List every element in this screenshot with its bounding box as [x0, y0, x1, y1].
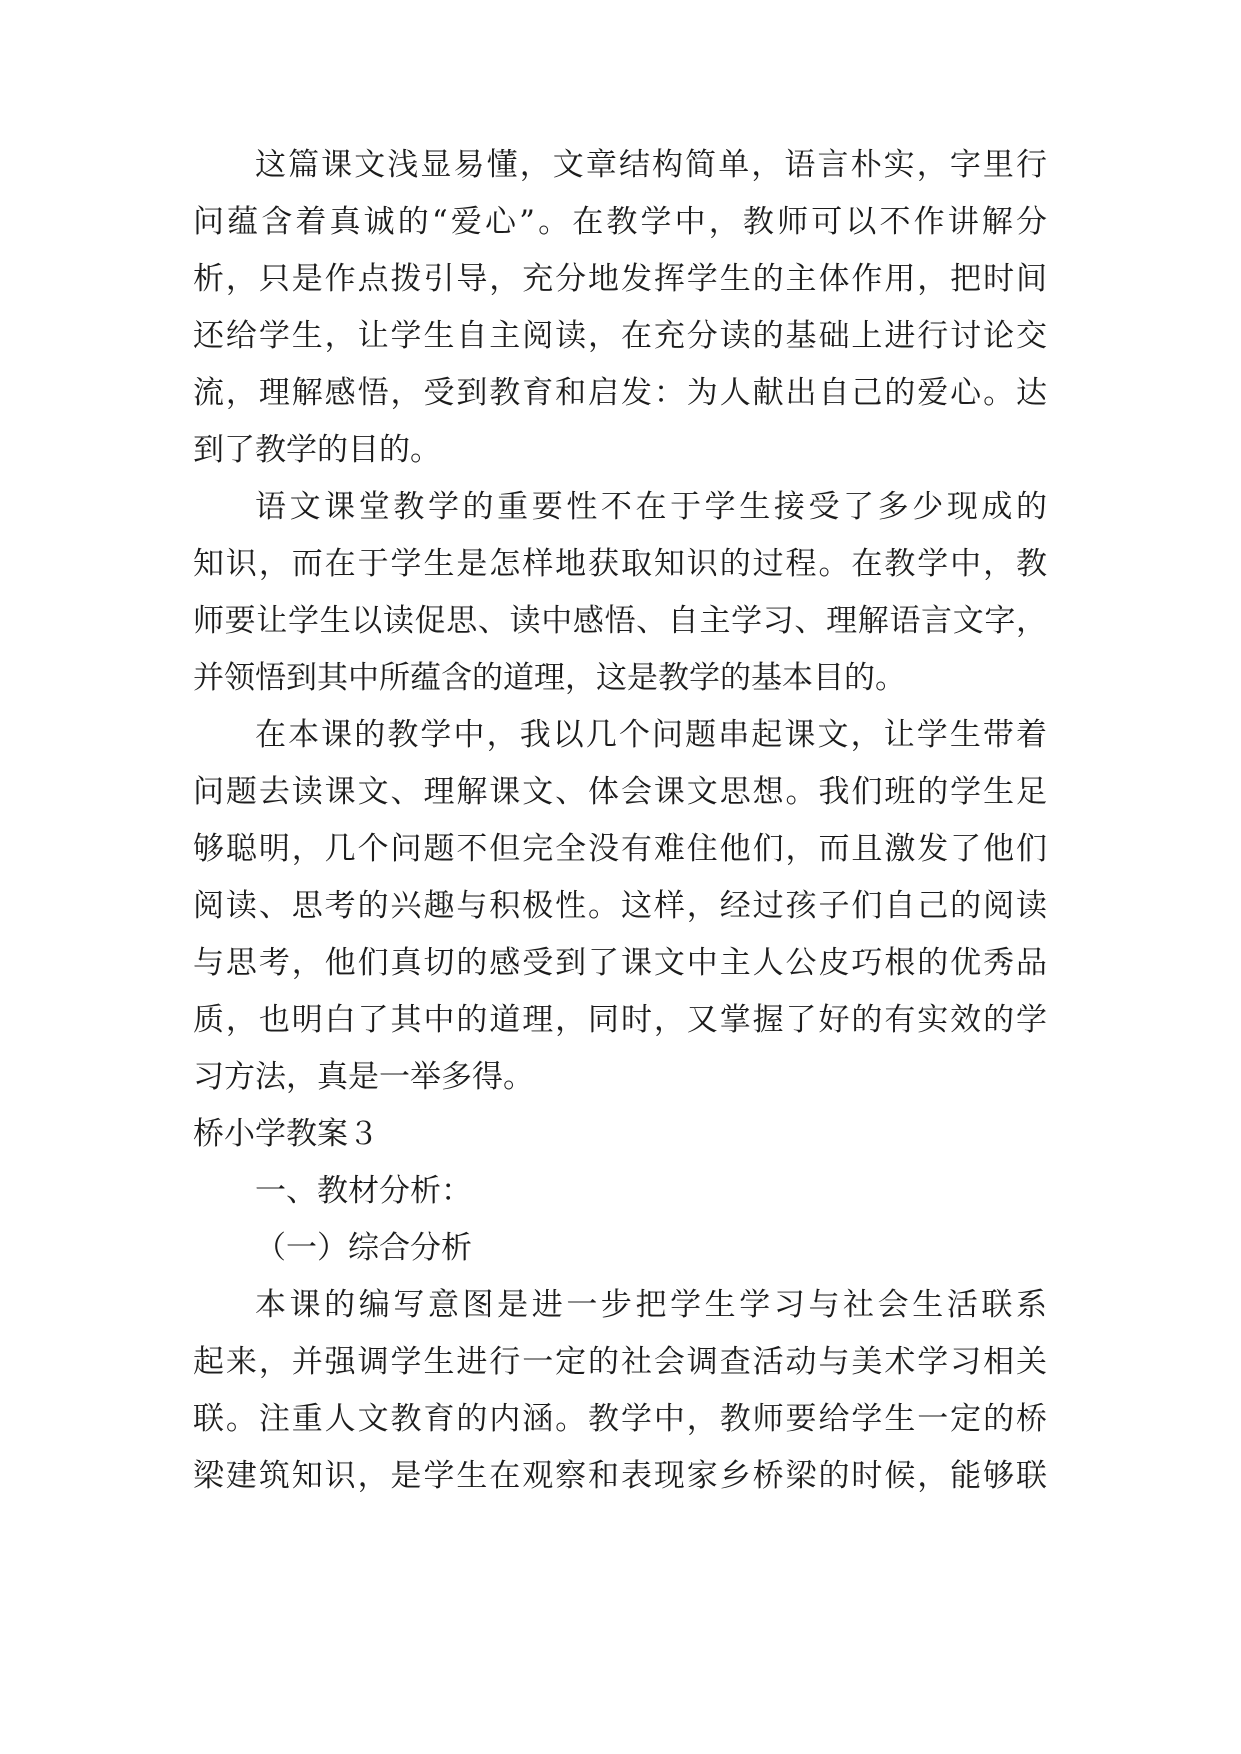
paragraph-3-line-6: 质，也明白了其中的道理，同时，又掌握了好的有实效的学	[193, 1002, 1047, 1038]
paragraph-1-line-2: 问蕴含着真诚的“爱心”。在教学中，教师可以不作讲解分	[193, 204, 1047, 240]
paragraph-4-line-3: 联。注重人文教育的内涵。教学中，教师要给学生一定的桥	[193, 1401, 1047, 1437]
paragraph-2-line-1: 语文课堂教学的重要性不在于学生接受了多少现成的	[255, 489, 1047, 525]
paragraph-4-line-4: 梁建筑知识，是学生在观察和表现家乡桥梁的时候，能够联	[193, 1458, 1047, 1494]
paragraph-3-line-7: 习方法，真是一举多得。	[193, 1059, 534, 1095]
heading-comprehensive-analysis: （一）综合分析	[255, 1230, 472, 1266]
paragraph-3-line-4: 阅读、思考的兴趣与积极性。这样，经过孩子们自己的阅读	[193, 888, 1047, 924]
paragraph-3-line-5: 与思考，他们真切的感受到了课文中主人公皮巧根的优秀品	[193, 945, 1047, 981]
paragraph-2-line-3: 师要让学生以读促思、读中感悟、自主学习、理解语言文字，	[193, 603, 1047, 639]
paragraph-1-line-3: 析，只是作点拨引导，充分地发挥学生的主体作用，把时间	[193, 261, 1047, 297]
paragraph-4-line-2: 起来，并强调学生进行一定的社会调查活动与美术学习相关	[193, 1344, 1047, 1380]
paragraph-1-line-4: 还给学生，让学生自主阅读，在充分读的基础上进行讨论交	[193, 318, 1047, 354]
paragraph-3-line-1: 在本课的教学中，我以几个问题串起课文，让学生带着	[255, 717, 1047, 753]
paragraph-4-line-1: 本课的编写意图是进一步把学生学习与社会生活联系	[255, 1287, 1047, 1323]
paragraph-1-line-6: 到了教学的目的。	[193, 432, 441, 468]
paragraph-3-line-2: 问题去读课文、理解课文、体会课文思想。我们班的学生足	[193, 774, 1047, 810]
paragraph-1-line-1: 这篇课文浅显易懂，文章结构简单，语言朴实，字里行	[255, 147, 1047, 183]
heading-teaching-material-analysis: 一、教材分析：	[255, 1173, 472, 1209]
paragraph-2-line-4: 并领悟到其中所蕴含的道理，这是教学的基本目的。	[193, 660, 906, 696]
section-title: 桥小学教案３	[193, 1116, 379, 1152]
paragraph-3-line-3: 够聪明，几个问题不但完全没有难住他们，而且激发了他们	[193, 831, 1047, 867]
paragraph-1-line-5: 流，理解感悟，受到教育和启发：为人献出自己的爱心。达	[193, 375, 1047, 411]
paragraph-2-line-2: 知识，而在于学生是怎样地获取知识的过程。在教学中，教	[193, 546, 1047, 582]
